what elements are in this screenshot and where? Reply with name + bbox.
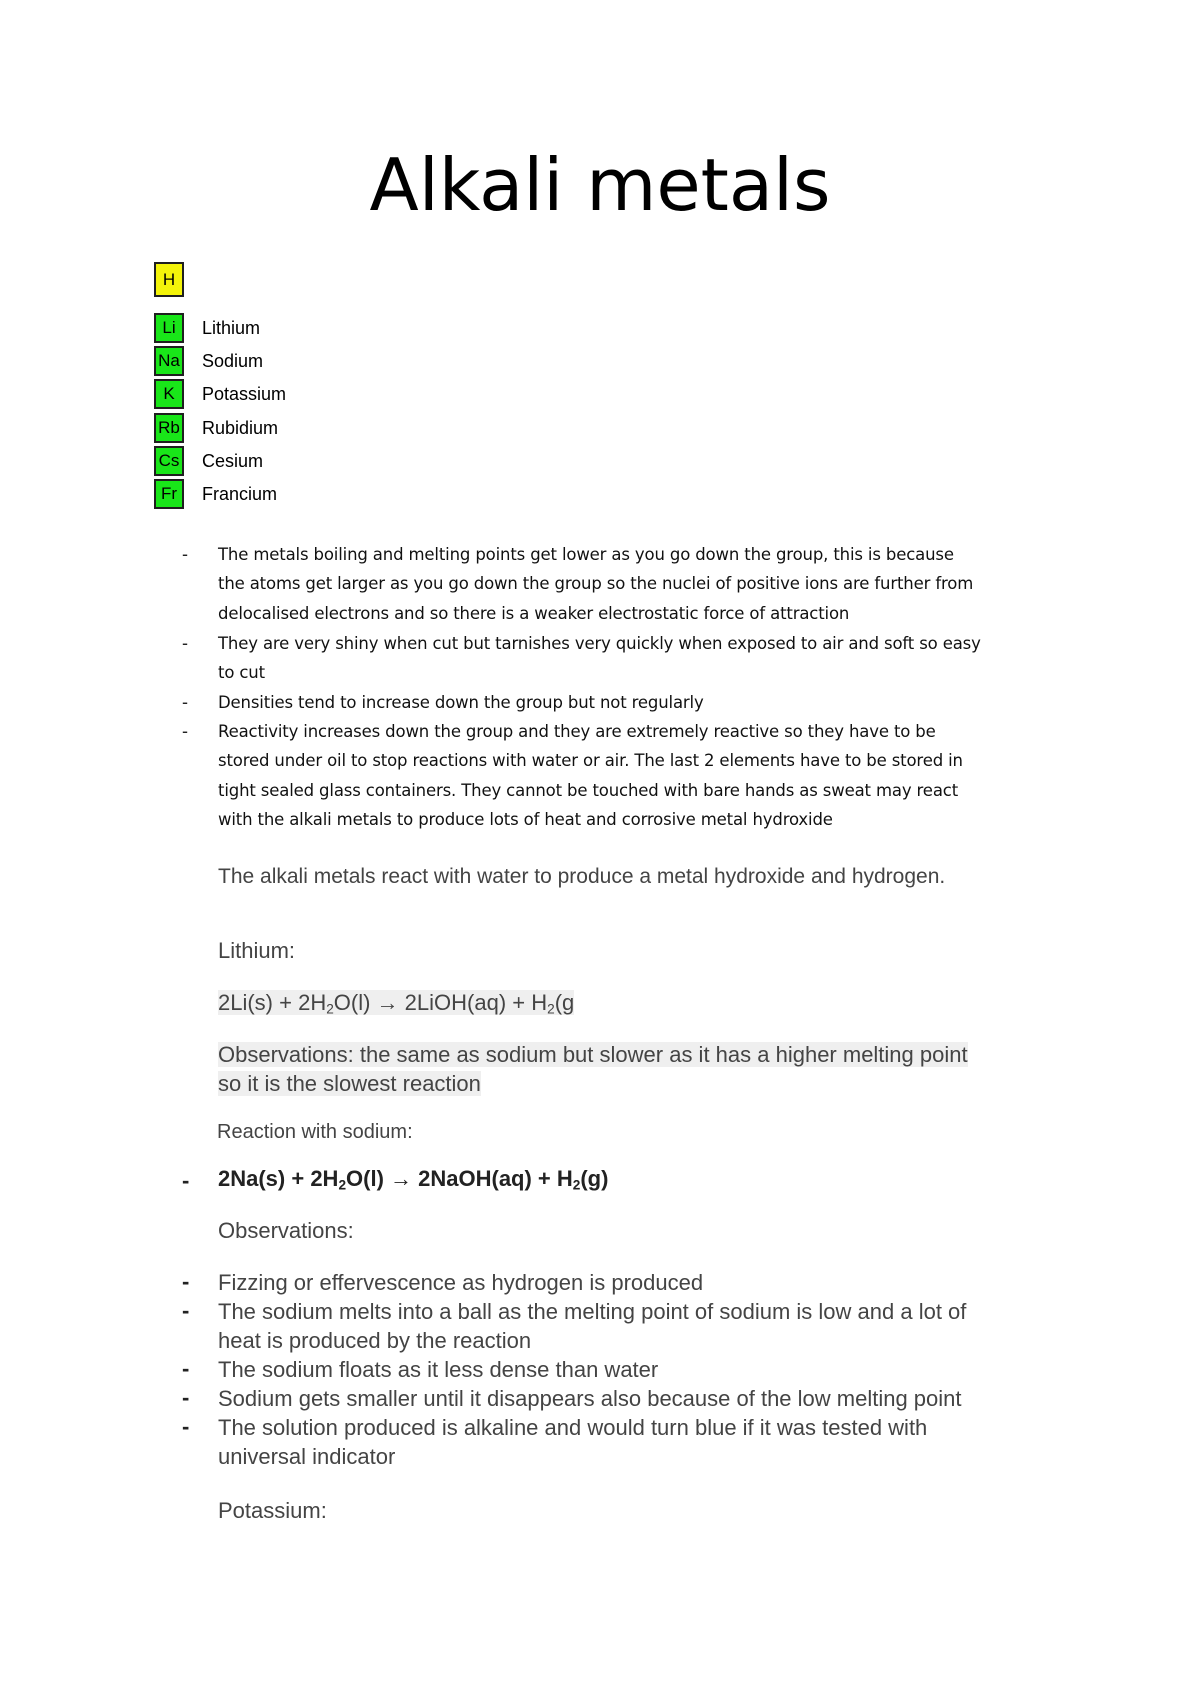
element-cell-francium: Fr bbox=[154, 479, 184, 509]
eq-part: (g bbox=[554, 990, 575, 1015]
eq-subscript: 2 bbox=[338, 1177, 347, 1193]
observation-line: Fizzing or effervescence as hydrogen is produced bbox=[218, 1270, 704, 1295]
bullet-item bbox=[218, 540, 1068, 628]
bullet-item bbox=[218, 717, 1068, 835]
lithium-equation-highlight bbox=[218, 990, 574, 1015]
element-name-cesium: Cesium bbox=[202, 451, 264, 471]
bullet-line: with the alkali metals to produce lots of heat and corrosive metal hydroxide bbox=[218, 810, 833, 830]
observation-line: heat is produced by the reaction bbox=[218, 1328, 532, 1353]
element-cell-hydrogen: H bbox=[154, 262, 184, 297]
bullet-dash: - bbox=[182, 1168, 190, 1193]
lithium-observations bbox=[218, 1040, 968, 1098]
sodium-equation bbox=[218, 1166, 608, 1192]
bullet-dash: - bbox=[182, 1385, 190, 1410]
lithium-obs-line: so it is the slowest reaction bbox=[218, 1071, 481, 1096]
bullet-item bbox=[218, 629, 1068, 688]
eq-part: 2Na(s) + 2H bbox=[218, 1166, 339, 1191]
lithium-equation bbox=[218, 988, 574, 1017]
observation-line: The solution produced is alkaline and would turn blue if it was tested with bbox=[218, 1415, 928, 1440]
bullet-dash: - bbox=[182, 1414, 190, 1439]
bullet-dash: - bbox=[182, 544, 188, 564]
bullet-dash: - bbox=[182, 1356, 190, 1381]
eq-part: O(l) → 2NaOH(aq) + H bbox=[346, 1166, 573, 1191]
element-cell-lithium: Li bbox=[154, 313, 184, 343]
sodium-observation bbox=[218, 1355, 658, 1384]
observation-line: The sodium floats as it less dense than water bbox=[218, 1357, 659, 1382]
eq-part: (g) bbox=[580, 1166, 609, 1191]
bullet-dash: - bbox=[182, 1298, 190, 1323]
element-cell-sodium: Na bbox=[154, 346, 184, 376]
bullet-dash: - bbox=[182, 692, 188, 712]
eq-part: O(l) → 2LiOH(aq) + H bbox=[333, 990, 548, 1015]
bullet-line: delocalised electrons and so there is a weaker electrostatic force of attraction bbox=[218, 603, 850, 623]
bullet-line: stored under oil to stop reactions with water or air. The last 2 elements have to be stored in bbox=[218, 751, 963, 771]
lithium-heading: Lithium: bbox=[218, 938, 296, 963]
sodium-obs-heading: Observations: bbox=[218, 1218, 354, 1243]
lithium-obs-line: Observations: the same as sodium but slower as it has a higher melting point bbox=[218, 1042, 968, 1067]
eq-subscript: 2 bbox=[547, 1001, 555, 1017]
element-name-lithium: Lithium bbox=[202, 318, 261, 338]
bullet-line: Densities tend to increase down the group but not regularly bbox=[218, 693, 704, 712]
bullet-line: Reactivity increases down the group and they are extremely reactive so they have to be bbox=[218, 722, 936, 741]
bullet-line: tight sealed glass containers. They cannot be touched with bare hands as sweat may react bbox=[218, 780, 959, 800]
page-title: Alkali metals bbox=[369, 143, 831, 227]
potassium-heading: Potassium: bbox=[218, 1498, 327, 1523]
observation-line: universal indicator bbox=[218, 1444, 396, 1469]
sodium-observation bbox=[218, 1413, 927, 1471]
bullet-line: to cut bbox=[218, 663, 265, 683]
observation-line: Sodium gets smaller until it disappears also because of the low melting point bbox=[218, 1386, 962, 1411]
element-cell-rubidium: Rb bbox=[154, 413, 184, 443]
observation-line: The sodium melts into a ball as the melting point of sodium is low and a lot of bbox=[218, 1299, 967, 1324]
bullet-item bbox=[218, 688, 1068, 717]
bullet-dash: - bbox=[182, 721, 188, 741]
intro-text: The alkali metals react with water to produce a metal hydroxide and hydrogen. bbox=[218, 865, 946, 888]
element-cell-cesium: Cs bbox=[154, 446, 184, 476]
bullet-dash: - bbox=[182, 1269, 190, 1294]
sodium-observation bbox=[218, 1384, 962, 1413]
eq-subscript: 2 bbox=[326, 1001, 334, 1017]
element-name-sodium: Sodium bbox=[202, 351, 264, 371]
eq-subscript: 2 bbox=[572, 1177, 581, 1193]
bullet-line: the atoms get larger as you go down the group so the nuclei of positive ions are further from bbox=[218, 574, 974, 594]
sodium-observation bbox=[218, 1297, 966, 1355]
element-cell-potassium: K bbox=[154, 379, 184, 409]
sodium-observation bbox=[218, 1268, 703, 1297]
element-name-potassium: Potassium bbox=[202, 384, 287, 404]
element-name-francium: Francium bbox=[202, 484, 278, 504]
bullet-dash: - bbox=[182, 633, 188, 653]
eq-part: 2Li(s) + 2H bbox=[218, 990, 327, 1015]
element-name-rubidium: Rubidium bbox=[202, 418, 279, 438]
bullet-line: They are very shiny when cut but tarnishes very quickly when exposed to air and soft so easy bbox=[218, 634, 981, 653]
sodium-heading: Reaction with sodium: bbox=[217, 1121, 413, 1143]
bullet-line: The metals boiling and melting points get lower as you go down the group, this is because bbox=[218, 545, 954, 564]
